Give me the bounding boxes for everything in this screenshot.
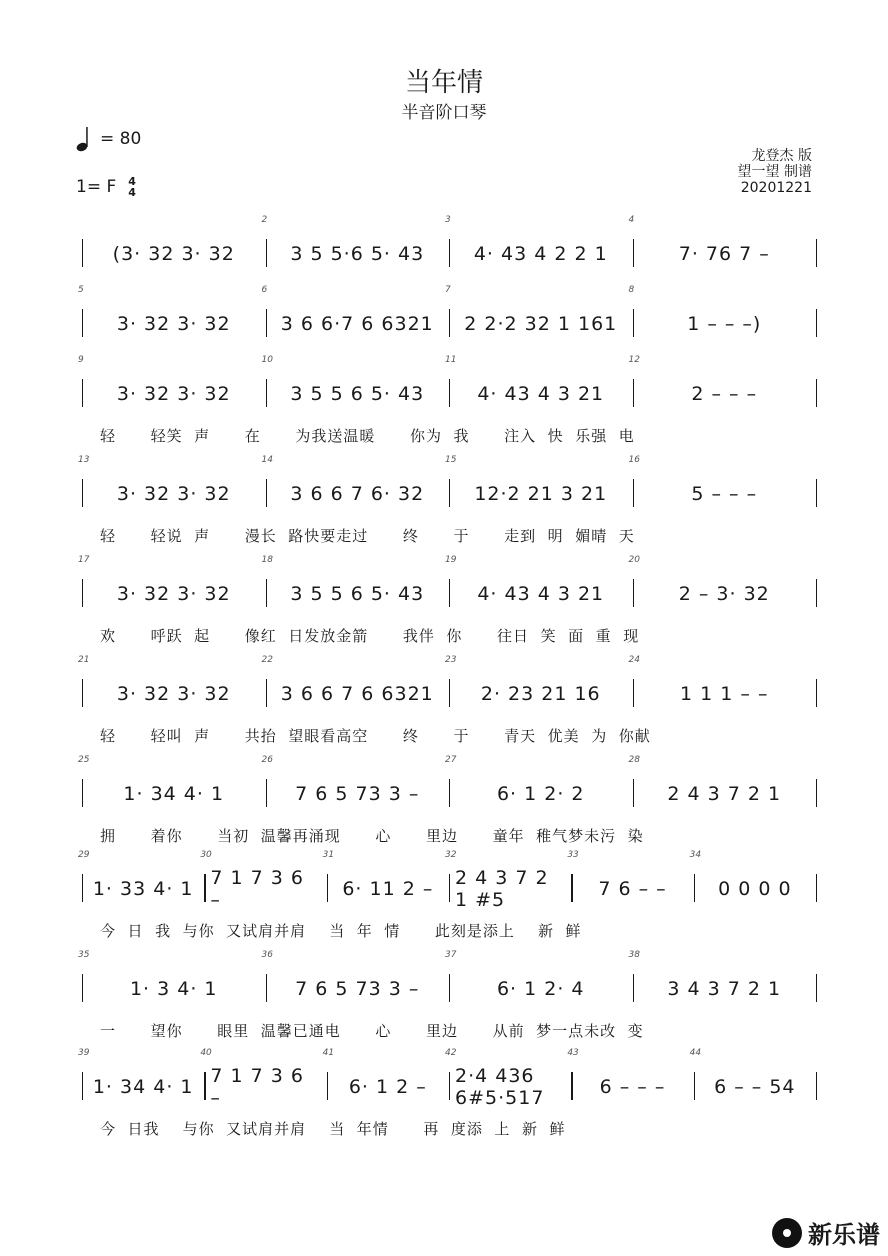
measure-number: 16 xyxy=(628,455,640,465)
measure-notes: 3 6 6 7 6 6321 xyxy=(280,683,434,705)
bar-line xyxy=(694,874,695,902)
bar-line xyxy=(82,679,83,707)
measure-number: 43 xyxy=(567,1048,579,1058)
bar-line xyxy=(449,874,450,902)
bar-line xyxy=(633,779,634,807)
measure-number: 22 xyxy=(261,655,273,665)
measure-number: 3 xyxy=(445,215,451,225)
bar-line xyxy=(204,874,205,902)
measure-notes: 3· 32 3· 32 xyxy=(116,383,231,405)
measure-number: 38 xyxy=(628,950,640,960)
measure-notes: 3 4 3 7 2 1 xyxy=(667,978,782,1000)
score-system xyxy=(0,355,888,445)
measure-number: 13 xyxy=(78,455,90,465)
measure-notes: 4· 43 4 3 21 xyxy=(477,583,605,605)
tempo-value: = 80 xyxy=(100,129,142,149)
bar-line xyxy=(816,974,817,1002)
bar-line xyxy=(816,479,817,507)
record-disc-icon xyxy=(772,1218,802,1248)
bar-line xyxy=(449,1072,450,1100)
measure-notes: 3· 32 3· 32 xyxy=(116,683,231,705)
bar-line xyxy=(816,1072,817,1100)
time-signature xyxy=(128,176,136,198)
song-title: 当年情 xyxy=(404,68,483,98)
bar-line xyxy=(82,309,83,337)
measure-number: 25 xyxy=(78,755,90,765)
bar-line xyxy=(816,309,817,337)
measure-notes: 6 – – 54 xyxy=(714,1076,796,1098)
score-system xyxy=(0,950,888,1040)
bar-line xyxy=(266,579,267,607)
bar-line xyxy=(449,779,450,807)
measure-notes: 3· 32 3· 32 xyxy=(116,313,231,335)
measure-number: 33 xyxy=(567,850,579,860)
measure-notes: 7 1 7 3 6 – xyxy=(210,1065,304,1109)
measure-number: 14 xyxy=(261,455,273,465)
measure-notes: 3· 32 3· 32 xyxy=(116,583,231,605)
measure-notes: 6· 1 2· 4 xyxy=(496,978,585,1000)
bar-line xyxy=(266,309,267,337)
measure-number: 39 xyxy=(78,1048,90,1058)
credit-version: 龙登杰 版 xyxy=(751,148,812,164)
measure-notes: 1· 34 4· 1 xyxy=(123,783,225,805)
score-system xyxy=(0,655,888,745)
bar-line xyxy=(633,679,634,707)
measure-number: 28 xyxy=(628,755,640,765)
quarter-note-icon xyxy=(76,126,90,152)
lyrics-line: 欢 呼跃 起 像红 日发放金箭 我伴 你 往日 笑 面 重 现 xyxy=(100,627,640,645)
lyrics-line: 今 日我 与你 又试肩并肩 当 年情 再 度添 上 新 鲜 xyxy=(100,1120,566,1138)
measure-number: 8 xyxy=(628,285,635,295)
measure-notes: 6· 1 2· 2 xyxy=(496,783,585,805)
score-system xyxy=(0,755,888,845)
bar-line xyxy=(82,974,83,1002)
measure-number: 44 xyxy=(689,1048,702,1058)
measure-number: 17 xyxy=(78,555,90,565)
bar-line xyxy=(633,239,634,267)
bar-line xyxy=(82,479,83,507)
bar-line xyxy=(266,779,267,807)
bar-line xyxy=(571,874,572,902)
measure-number: 37 xyxy=(445,950,457,960)
lyrics-line: 轻 轻笑 声 在 为我送温暖 你为 我 注入 快 乐强 电 xyxy=(100,427,635,445)
measure-notes: 2 4 3 7 2 1 #5 xyxy=(455,867,549,911)
bar-line xyxy=(266,679,267,707)
measure-notes: 2·4 436 6#5·517 xyxy=(455,1065,545,1109)
measure-number: 12 xyxy=(628,355,640,365)
measure-notes: 3· 32 3· 32 xyxy=(116,483,231,505)
measure-notes: 3 5 5 6 5· 43 xyxy=(290,583,425,605)
measure-notes: 2 2·2 32 1 161 xyxy=(464,313,618,335)
measure-notes: 0 0 0 0 xyxy=(718,878,792,900)
song-subtitle: 半音阶口琴 xyxy=(401,103,487,123)
bar-line xyxy=(633,309,634,337)
bar-line xyxy=(571,1072,572,1100)
measure-notes: 1· 3 4· 1 xyxy=(129,978,218,1000)
measure-notes: 5 – – – xyxy=(691,483,758,505)
measure-notes: 2 – – – xyxy=(691,383,758,405)
logo-text: 新乐谱 xyxy=(808,1221,880,1249)
measure-notes: 2· 23 21 16 xyxy=(480,683,601,705)
measure-notes: 7 6 5 73 3 – xyxy=(295,783,420,805)
lyrics-line: 一 望你 眼里 温馨已通电 心 里边 从前 梦一点未改 变 xyxy=(100,1022,644,1040)
bar-line xyxy=(449,679,450,707)
measure-number: 18 xyxy=(261,555,273,565)
bar-line xyxy=(633,579,634,607)
measure-number: 24 xyxy=(628,655,640,665)
key-signature xyxy=(76,176,136,198)
measure-number: 7 xyxy=(445,285,451,295)
score-system xyxy=(0,850,888,940)
bar-line xyxy=(82,579,83,607)
bar-line xyxy=(449,974,450,1002)
bar-line xyxy=(449,479,450,507)
bar-line xyxy=(82,874,83,902)
measure-number: 20 xyxy=(628,555,640,565)
time-signature-bottom: 4 xyxy=(128,186,136,199)
measure-number: 10 xyxy=(261,355,273,365)
logo xyxy=(772,1215,880,1250)
measure-notes: 2 – 3· 32 xyxy=(678,583,770,605)
bar-line xyxy=(327,1072,328,1100)
bar-line xyxy=(204,1072,205,1100)
measure-number: 35 xyxy=(78,950,90,960)
bar-line xyxy=(816,579,817,607)
measure-number: 26 xyxy=(261,755,273,765)
measure-number: 2 xyxy=(261,215,268,225)
measure-notes: 3 5 5·6 5· 43 xyxy=(290,243,425,265)
bar-line xyxy=(82,239,83,267)
measure-number: 31 xyxy=(322,850,335,860)
measure-number: 34 xyxy=(689,850,702,860)
measure-notes: 1 1 1 – – xyxy=(680,683,769,705)
measure-notes: 7 6 5 73 3 – xyxy=(295,978,420,1000)
bar-line xyxy=(449,309,450,337)
measure-notes: 6 – – – xyxy=(599,1076,666,1098)
key-label: 1= F xyxy=(76,177,117,197)
bar-line xyxy=(816,379,817,407)
bar-line xyxy=(449,239,450,267)
measure-number: 42 xyxy=(445,1048,457,1058)
bar-line xyxy=(327,874,328,902)
bar-line xyxy=(816,679,817,707)
measure-notes: 7· 76 7 – xyxy=(678,243,770,265)
measure-number: 15 xyxy=(445,455,457,465)
bar-line xyxy=(633,479,634,507)
measure-notes: 4· 43 4 2 2 1 xyxy=(473,243,608,265)
measure-notes: 7 6 – – xyxy=(598,878,667,900)
measure-notes: 1· 33 4· 1 xyxy=(92,878,194,900)
bar-line xyxy=(82,1072,83,1100)
tempo-marking xyxy=(76,126,141,152)
measure-number: 11 xyxy=(445,355,457,365)
measure-notes: (3· 32 3· 32 xyxy=(112,243,235,265)
score-system xyxy=(0,555,888,645)
measure-notes: 1 – – –) xyxy=(687,313,762,335)
measure-number: 23 xyxy=(445,655,457,665)
lyrics-line: 今 日 我 与你 又试肩并肩 当 年 情 此刻是添上 新 鲜 xyxy=(100,922,582,940)
credit-arranger: 望一望 制谱 xyxy=(737,164,812,180)
score-system xyxy=(0,455,888,545)
bar-line xyxy=(816,874,817,902)
bar-line xyxy=(449,379,450,407)
measure-notes: 3 6 6 7 6· 32 xyxy=(290,483,425,505)
bar-line xyxy=(266,239,267,267)
measure-number: 6 xyxy=(261,285,268,295)
measure-notes: 6· 11 2 – xyxy=(342,878,434,900)
measure-number: 9 xyxy=(78,355,84,365)
measure-number: 29 xyxy=(78,850,90,860)
measure-number: 5 xyxy=(78,285,84,295)
bar-line xyxy=(266,479,267,507)
score-system xyxy=(0,1048,888,1138)
bar-line xyxy=(694,1072,695,1100)
measure-number: 21 xyxy=(78,655,90,665)
bar-line xyxy=(633,379,634,407)
measure-number: 36 xyxy=(261,950,273,960)
lyrics-line: 轻 轻说 声 漫长 路快要走过 终 于 走到 明 媚晴 天 xyxy=(100,527,635,545)
measure-notes: 6· 1 2 – xyxy=(348,1076,427,1098)
bar-line xyxy=(82,779,83,807)
credits xyxy=(738,148,812,196)
measure-number: 32 xyxy=(445,850,457,860)
time-signature-top: 4 xyxy=(128,175,136,188)
measure-notes: 3 5 5 6 5· 43 xyxy=(290,383,425,405)
measure-notes: 4· 43 4 3 21 xyxy=(477,383,605,405)
measure-notes: 12·2 21 3 21 xyxy=(474,483,608,505)
measure-number: 40 xyxy=(200,1048,212,1058)
bar-line xyxy=(816,239,817,267)
measure-notes: 3 6 6·7 6 6321 xyxy=(280,313,434,335)
bar-line xyxy=(633,974,634,1002)
lyrics-line: 拥 着你 当初 温馨再涌现 心 里边 童年 稚气梦未污 染 xyxy=(100,827,644,845)
measure-number: 30 xyxy=(200,850,212,860)
credit-date: 20201221 xyxy=(740,180,812,196)
measure-notes: 7 1 7 3 6 – xyxy=(210,867,304,911)
bar-line xyxy=(816,779,817,807)
measure-number: 4 xyxy=(628,215,635,225)
measure-notes: 2 4 3 7 2 1 xyxy=(667,783,782,805)
measure-number: 41 xyxy=(322,1048,335,1058)
measure-number: 27 xyxy=(445,755,457,765)
measure-number: 19 xyxy=(445,555,457,565)
bar-line xyxy=(266,974,267,1002)
bar-line xyxy=(449,579,450,607)
measure-notes: 1· 34 4· 1 xyxy=(92,1076,194,1098)
bar-line xyxy=(266,379,267,407)
bar-line xyxy=(82,379,83,407)
lyrics-line: 轻 轻叫 声 共抬 望眼看高空 终 于 青天 优美 为 你献 xyxy=(100,727,651,745)
